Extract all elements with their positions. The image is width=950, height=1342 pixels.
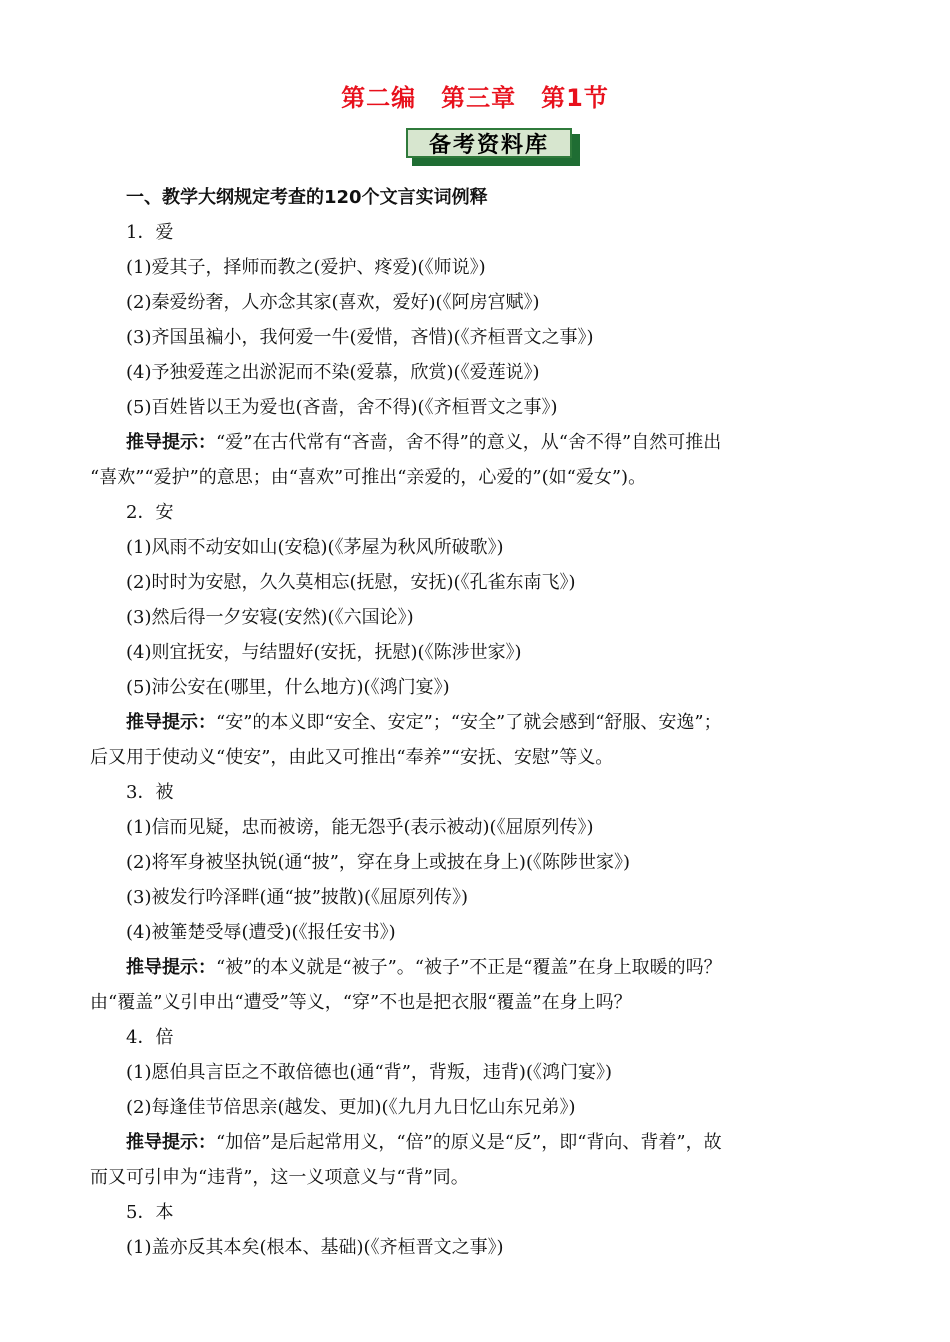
document-body: [90, 180, 860, 1265]
tip-continuation: “喜欢”“爱护”的意思；由“喜欢”可推出“亲爱的，心爱的”(如“爱女”)。: [90, 467, 647, 488]
example-line: (1)风雨不动安如山(安稳)(《茅屋为秋风所破歌》): [126, 537, 504, 558]
entry-heading-bei: 3．被: [126, 782, 174, 803]
section-badge: [406, 128, 584, 168]
example-line: (4)予独爱莲之出淤泥而不染(爱慕，欣赏)(《爱莲说》): [126, 362, 540, 383]
example-line: (4)则宜抚安，与结盟好(安抚，抚慰)(《陈涉世家》): [126, 642, 522, 663]
example-line: (5)沛公安在(哪里，什么地方)(《鸿门宴》): [126, 677, 450, 698]
example-line: (3)被发行吟泽畔(通“披”披散)(《屈原列传》): [126, 887, 468, 908]
tip-continuation: 而又可引申为“违背”，这一义项意义与“背”同。: [90, 1167, 469, 1188]
tip-line: [90, 705, 860, 740]
tip-continuation: 由“覆盖”义引申出“遭受”等义，“穿”不也是把衣服“覆盖”在身上吗？: [90, 992, 632, 1013]
example-line: (4)被箠楚受辱(遭受)(《报任安书》): [126, 922, 396, 943]
tip-line: [90, 1125, 860, 1160]
example-line: (2)每逢佳节倍思亲(越发、更加)(《九月九日忆山东兄弟》): [126, 1097, 576, 1118]
tip-text: “安”的本义即“安全、安定”；“安全”了就会感到“舒服、安逸”；: [216, 712, 722, 733]
tip-label: 推导提示：: [126, 1132, 216, 1153]
tip-label: 推导提示：: [126, 432, 216, 453]
example-line: (3)然后得一夕安寝(安然)(《六国论》): [126, 607, 414, 628]
tip-label: 推导提示：: [126, 957, 216, 978]
example-line: (3)齐国虽褊小，我何爱一牛(爱惜，吝惜)(《齐桓晋文之事》): [126, 327, 594, 348]
section-heading: 一、教学大纲规定考查的120个文言实词例释: [126, 187, 488, 208]
example-line: (1)爱其子，择师而教之(爱护、疼爱)(《师说》): [126, 257, 486, 278]
entry-heading-an: 2．安: [126, 502, 174, 523]
example-line: (5)百姓皆以王为爱也(吝啬，舍不得)(《齐桓晋文之事》): [126, 397, 558, 418]
example-line: (1)信而见疑，忠而被谤，能无怨乎(表示被动)(《屈原列传》): [126, 817, 594, 838]
tip-line: [90, 425, 860, 460]
tip-line: [90, 950, 860, 985]
tip-text: “爱”在古代常有“吝啬，舍不得”的意义，从“舍不得”自然可推出: [216, 432, 722, 453]
page-title: 第二编 第三章 第1节: [341, 84, 609, 112]
example-line: (2)将军身被坚执锐(通“披”，穿在身上或披在身上)(《陈陟世家》): [126, 852, 630, 873]
badge-label: 备考资料库: [406, 128, 572, 158]
tip-continuation: 后又用于使动义“使安”，由此又可推出“奉养”“安抚、安慰”等义。: [90, 747, 614, 768]
tip-text: “被”的本义就是“被子”。“被子”不正是“覆盖”在身上取暖的吗？: [216, 957, 722, 978]
example-line: (2)时时为安慰，久久莫相忘(抚慰，安抚)(《孔雀东南飞》): [126, 572, 576, 593]
entry-heading-ai: 1．爱: [126, 222, 174, 243]
entry-heading-bei2: 4．倍: [126, 1027, 174, 1048]
tip-text: “加倍”是后起常用义，“倍”的原义是“反”，即“背向、背着”，故: [216, 1132, 722, 1153]
example-line: (2)秦爱纷奢，人亦念其家(喜欢，爱好)(《阿房宫赋》): [126, 292, 540, 313]
example-line: (1)愿伯具言臣之不敢倍德也(通“背”，背叛，违背)(《鸿门宴》): [126, 1062, 612, 1083]
example-line: (1)盖亦反其本矣(根本、基础)(《齐桓晋文之事》): [126, 1237, 504, 1258]
tip-label: 推导提示：: [126, 712, 216, 733]
entry-heading-ben: 5．本: [126, 1202, 174, 1223]
